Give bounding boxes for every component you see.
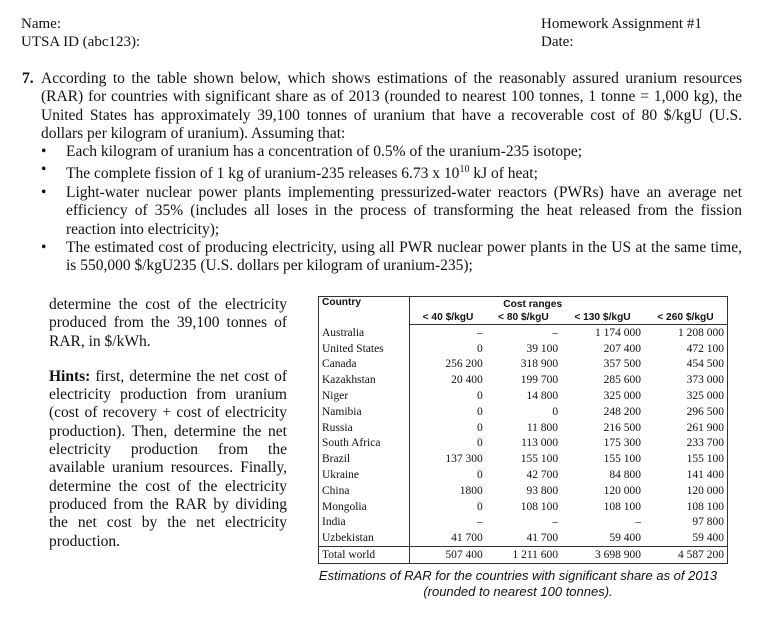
- value-cell: 1 211 600: [486, 547, 561, 564]
- value-cell: 1800: [459, 484, 483, 497]
- country-cell: Namibia: [319, 404, 410, 420]
- country-cell: Mongolia: [319, 499, 410, 515]
- country-header: Country: [319, 297, 410, 325]
- value-cell: 325 000: [603, 390, 641, 403]
- value-cell: 1 174 000: [594, 326, 641, 339]
- value-cell: –: [476, 516, 483, 529]
- table-row: [319, 341, 728, 357]
- country-cell: Uzbekistan: [319, 530, 410, 546]
- rar-table-container: [318, 296, 728, 600]
- value-cell: 3 698 900: [561, 547, 644, 564]
- value-cell: 0: [476, 421, 483, 434]
- table-row: [319, 357, 728, 373]
- value-cell: 0: [476, 437, 483, 450]
- value-cell: 108 100: [520, 500, 559, 513]
- value-cell: 108 100: [686, 500, 724, 513]
- value-cell: 1 208 000: [678, 326, 724, 339]
- value-cell: –: [476, 326, 483, 339]
- value-cell: 39 100: [526, 342, 559, 355]
- table-row: [319, 404, 728, 420]
- table-row: [319, 325, 728, 341]
- column-header: < 260 $/kgU: [644, 311, 728, 325]
- name-label: Name:: [21, 16, 61, 32]
- country-cell: Total world: [319, 547, 410, 564]
- value-cell: 4 587 200: [644, 547, 728, 564]
- value-cell: 507 400: [410, 547, 486, 564]
- total-row: [319, 547, 728, 564]
- cost-ranges-header: Cost ranges: [503, 298, 563, 310]
- value-cell: 93 800: [526, 484, 559, 497]
- assignment-title: Homework Assignment #1: [541, 16, 702, 32]
- country-cell: Ukraine: [319, 467, 410, 483]
- column-header: < 80 $/kgU: [486, 311, 561, 325]
- value-cell: 325 000: [686, 390, 724, 403]
- table-row: [319, 420, 728, 436]
- value-cell: 42 700: [526, 469, 559, 482]
- table-caption: Estimations of RAR for the countries with significant share as of 2013 (rounded to nearest 100 tonnes).: [318, 567, 718, 599]
- value-cell: 216 500: [603, 421, 641, 434]
- value-cell: 108 100: [603, 500, 641, 513]
- value-cell: 454 500: [686, 358, 724, 371]
- value-cell: 472 100: [686, 342, 724, 355]
- value-cell: 357 500: [603, 358, 641, 371]
- value-cell: 0: [476, 390, 483, 403]
- value-cell: –: [552, 516, 559, 529]
- value-cell: 113 000: [521, 437, 559, 450]
- instructions-column: [49, 296, 287, 551]
- assumption-item: • Each kilogram of uranium has a concentration of 0.5% of the uranium-235 isotope;: [41, 143, 583, 161]
- country-cell: Brazil: [319, 451, 410, 467]
- value-cell: 120 000: [686, 484, 724, 497]
- value-cell: –: [635, 516, 641, 529]
- table-body: [319, 325, 728, 564]
- value-cell: 0: [476, 405, 483, 418]
- table-row: [319, 451, 728, 467]
- value-cell: 0: [552, 405, 559, 418]
- value-cell: 11 800: [526, 421, 559, 434]
- table-row: [319, 515, 728, 531]
- value-cell: 256 200: [445, 358, 483, 371]
- value-cell: 59 400: [609, 532, 641, 545]
- country-cell: Russia: [319, 420, 410, 436]
- value-cell: 296 500: [686, 405, 724, 418]
- assumption-list: [14, 143, 742, 275]
- value-cell: 0: [476, 469, 483, 482]
- value-cell: 199 700: [520, 374, 559, 387]
- table-row: [319, 372, 728, 388]
- header-right: [541, 15, 702, 51]
- table-row: [319, 530, 728, 546]
- value-cell: 41 700: [526, 532, 559, 545]
- determine-text: determine the cost of the electricity produced from the 39,100 tonnes of RAR, in $/kWh.: [49, 296, 287, 350]
- value-cell: 248 200: [603, 405, 641, 418]
- table-row: [319, 388, 728, 404]
- hints-label: Hints:: [49, 367, 91, 385]
- value-cell: 20 400: [451, 374, 483, 387]
- country-cell: Niger: [319, 388, 410, 404]
- column-header: < 40 $/kgU: [410, 311, 486, 325]
- value-cell: 97 800: [692, 516, 724, 529]
- value-cell: 285 600: [603, 374, 641, 387]
- country-cell: India: [319, 515, 410, 531]
- value-cell: 155 100: [603, 453, 641, 466]
- country-cell: Kazakhstan: [319, 372, 410, 388]
- value-cell: 261 900: [686, 421, 724, 434]
- value-cell: 318 900: [520, 358, 559, 371]
- value-cell: 41 700: [451, 532, 483, 545]
- date-label: Date:: [541, 34, 574, 50]
- assumption-item: • The complete fission of 1 kg of uranium-235 releases 6.73 x $10^{10}$ kJ of heat;: [41, 161, 538, 183]
- country-cell: China: [319, 483, 410, 499]
- value-cell: 373 000: [686, 374, 724, 387]
- value-cell: 207 400: [603, 342, 641, 355]
- table-row: [319, 499, 728, 515]
- value-cell: 141 400: [686, 469, 724, 482]
- value-cell: 175 300: [603, 437, 641, 450]
- hints-text: Hints: first, determine the net cost of electricity production from uranium (cost of recovery + cost of electricity production). Then, determine the net electricity production from the available uranium resources. Finally, determine the cost of the electricity produced from the RAR by dividing the net cost by the net electricity production.: [49, 367, 287, 550]
- assumption-item: • Light-water nuclear power plants implementing pressurized-water reactors (PWRs) have an average net efficiency of 35% (includes all loses in the process of transforming the heat released from the fission reaction into electricity);: [41, 183, 742, 238]
- assumption-item: • The estimated cost of producing electricity, using all PWR nuclear power plants in the US at the same time, is 550,000 $/kgU235 (U.S. dollars per kilogram of uranium-235);: [41, 238, 742, 275]
- country-cell: South Africa: [319, 436, 410, 452]
- table-row: [319, 467, 728, 483]
- utsa-id-label: UTSA ID (abc123):: [21, 34, 141, 50]
- country-cell: United States: [319, 341, 410, 357]
- country-cell: Canada: [319, 357, 410, 373]
- value-cell: 137 300: [445, 453, 483, 466]
- table-row: [319, 436, 728, 452]
- column-header: < 130 $/kgU: [561, 311, 644, 325]
- question-number: 7.: [22, 70, 34, 87]
- table-row: [319, 483, 728, 499]
- question-intro: According to the table shown below, which shows estimations of the reasonably assured uranium resources (RAR) for countries with significant share as of 2013 (rounded to nearest 100 tonnes, 1 tonne = 1,000 kg), the United States has approximately 39,100 tonnes of uranium that have a recoverable cost of 80 $/kgU (U.S. dollars per kilogram of uranium). Assuming that:: [41, 70, 742, 142]
- value-cell: 120 000: [603, 484, 641, 497]
- value-cell: 233 700: [686, 437, 724, 450]
- question-7: [14, 70, 742, 275]
- value-cell: –: [552, 326, 559, 339]
- header-left: [21, 15, 140, 51]
- country-cell: Australia: [319, 325, 410, 341]
- value-cell: 14 800: [526, 390, 559, 403]
- rar-table: [318, 296, 728, 564]
- value-cell: 84 800: [609, 469, 641, 482]
- value-cell: 0: [476, 500, 483, 513]
- value-cell: 59 400: [692, 532, 724, 545]
- value-cell: 155 100: [686, 453, 724, 466]
- value-cell: 155 100: [520, 453, 559, 466]
- value-cell: 0: [476, 342, 483, 355]
